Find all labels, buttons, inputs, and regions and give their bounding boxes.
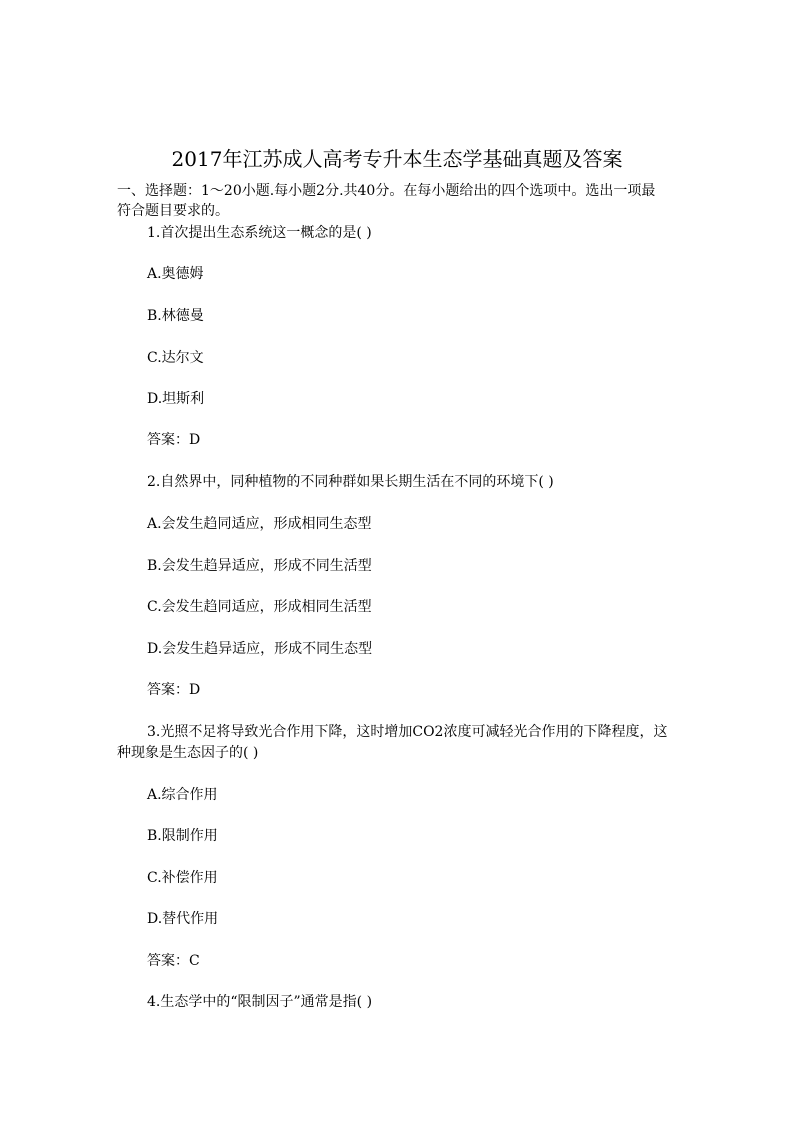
question-stem: 1.首次提出生态系统这一概念的是( ) <box>147 225 372 241</box>
option: D.替代作用 <box>147 911 219 927</box>
option: A.综合作用 <box>147 787 218 803</box>
option: A.会发生趋同适应，形成相同生态型 <box>147 516 372 532</box>
section-intro: 符合题目要求的。 <box>117 203 229 219</box>
option: B.林德曼 <box>147 308 204 324</box>
option: C.会发生趋同适应，形成相同生活型 <box>147 599 372 615</box>
answer: 答案：C <box>147 953 200 969</box>
question-stem: 种现象是生态因子的( ) <box>117 745 259 761</box>
document-title: 2017年江苏成人高考专升本生态学基础真题及答案 <box>171 147 623 171</box>
question-stem: 4.生态学中的“限制因子”通常是指( ) <box>147 994 373 1010</box>
option: D.坦斯利 <box>147 391 205 407</box>
option: C.补偿作用 <box>147 870 218 886</box>
question-stem: 2.自然界中，同种植物的不同种群如果长期生活在不同的环境下( ) <box>147 474 554 490</box>
option: A.奥德姆 <box>147 266 204 282</box>
answer: 答案：D <box>147 682 201 698</box>
section-intro: 一、选择题：1～20小题.每小题2分.共40分。在每小题给出的四个选项中。选出一项最 <box>117 183 656 199</box>
option: C.达尔文 <box>147 350 204 366</box>
option: B.会发生趋异适应，形成不同生活型 <box>147 558 372 574</box>
option: B.限制作用 <box>147 828 218 844</box>
question-stem: 3.光照不足将导致光合作用下降，这时增加CO2浓度可减轻光合作用的下降程度，这 <box>147 724 668 740</box>
answer: 答案：D <box>147 432 201 448</box>
option: D.会发生趋异适应，形成不同生态型 <box>147 641 373 657</box>
